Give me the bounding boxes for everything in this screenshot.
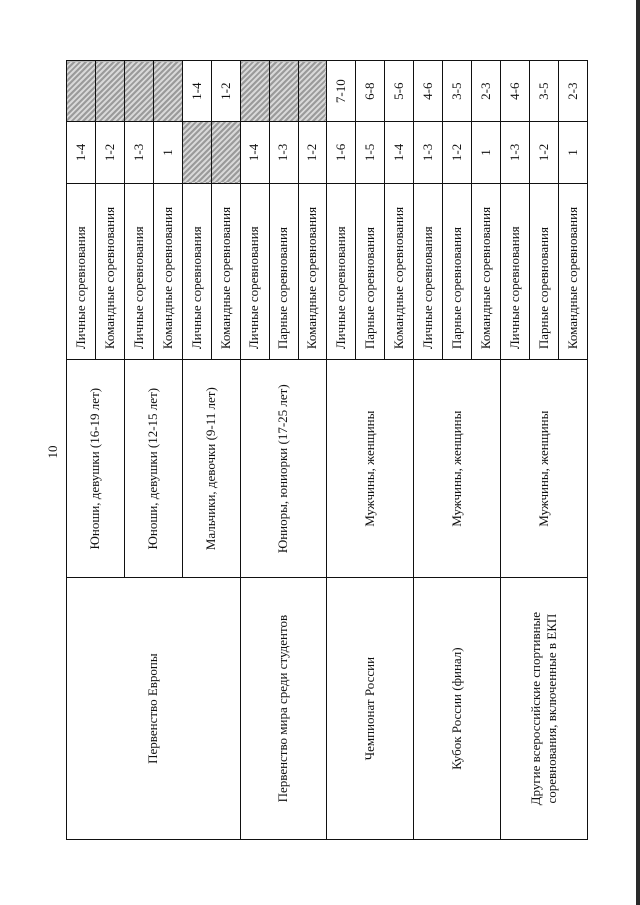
competition-cell: Первенство мира среди студентов	[240, 578, 327, 840]
place-range-cell: 3-5	[443, 61, 472, 122]
place-range-cell: 5-6	[385, 61, 414, 122]
place-range-cell: 4-6	[501, 61, 530, 122]
table-row	[240, 61, 269, 840]
age-group-cell: Мужчины, женщины	[327, 360, 414, 578]
place-range-cell: 1-4	[240, 122, 269, 183]
shaded-cell	[211, 122, 240, 183]
place-range-cell: 1	[558, 122, 587, 183]
place-range-cell: 6-8	[356, 61, 385, 122]
ranks-table	[66, 60, 588, 840]
place-range-cell: 1-6	[327, 122, 356, 183]
competition-type-cell: Парные соревнования	[443, 183, 472, 360]
place-range-cell: 2-3	[472, 61, 501, 122]
place-range-cell: 1	[472, 122, 501, 183]
shaded-cell	[124, 61, 153, 122]
shaded-cell	[240, 61, 269, 122]
age-group-cell: Юниоры, юниорки (17-25 лет)	[240, 360, 327, 578]
competition-cell: Чемпионат России	[327, 578, 414, 840]
competition-type-cell: Личные соревнования	[240, 183, 269, 360]
shaded-cell	[95, 61, 124, 122]
competition-type-cell: Личные соревнования	[124, 183, 153, 360]
competition-type-cell: Парные соревнования	[530, 183, 559, 360]
place-range-cell: 1-4	[385, 122, 414, 183]
age-group-cell: Юноши, девушки (16-19 лет)	[67, 360, 125, 578]
competition-type-cell: Командные соревнования	[153, 183, 182, 360]
age-group-cell: Мужчины, женщины	[414, 360, 501, 578]
place-range-cell: 1-2	[211, 61, 240, 122]
place-range-cell: 1-3	[501, 122, 530, 183]
table-row	[414, 61, 443, 840]
competition-cell: Первенство Европы	[67, 578, 241, 840]
age-group-cell: Мужчины, женщины	[501, 360, 588, 578]
competition-type-cell: Командные соревнования	[298, 183, 327, 360]
shaded-cell	[153, 61, 182, 122]
place-range-cell: 1-2	[298, 122, 327, 183]
place-range-cell: 1	[153, 122, 182, 183]
place-range-cell: 1-4	[67, 122, 96, 183]
place-range-cell: 1-3	[414, 122, 443, 183]
place-range-cell: 1-2	[443, 122, 472, 183]
competition-type-cell: Личные соревнования	[182, 183, 211, 360]
table-row	[327, 61, 356, 840]
place-range-cell: 7-10	[327, 61, 356, 122]
competition-type-cell: Личные соревнования	[414, 183, 443, 360]
age-group-cell: Мальчики, девочки (9-11 лет)	[182, 360, 240, 578]
place-range-cell: 2-3	[558, 61, 587, 122]
competition-type-cell: Командные соревнования	[558, 183, 587, 360]
competition-type-cell: Парные соревнования	[356, 183, 385, 360]
competition-type-cell: Командные соревнования	[211, 183, 240, 360]
competition-type-cell: Командные соревнования	[472, 183, 501, 360]
place-range-cell: 1-3	[269, 122, 298, 183]
shaded-cell	[182, 122, 211, 183]
place-range-cell: 1-3	[124, 122, 153, 183]
shaded-cell	[298, 61, 327, 122]
shaded-cell	[269, 61, 298, 122]
table-row	[67, 61, 96, 840]
scan-edge	[636, 0, 640, 905]
place-range-cell: 1-2	[95, 122, 124, 183]
place-range-cell: 1-5	[356, 122, 385, 183]
place-range-cell: 1-4	[182, 61, 211, 122]
place-range-cell: 1-2	[530, 122, 559, 183]
age-group-cell: Юноши, девушки (12-15 лет)	[124, 360, 182, 578]
table-row	[501, 61, 530, 840]
competition-cell: Другие всероссийские спортивные соревнования, включенные в ЕКП	[501, 578, 588, 840]
place-range-cell: 3-5	[530, 61, 559, 122]
competition-type-cell: Парные соревнования	[269, 183, 298, 360]
competition-type-cell: Личные соревнования	[67, 183, 96, 360]
shaded-cell	[67, 61, 96, 122]
competition-cell: Кубок России (финал)	[414, 578, 501, 840]
place-range-cell: 4-6	[414, 61, 443, 122]
competition-type-cell: Личные соревнования	[501, 183, 530, 360]
page-number: 10	[45, 445, 60, 459]
competition-type-cell: Командные соревнования	[95, 183, 124, 360]
competition-type-cell: Личные соревнования	[327, 183, 356, 360]
rotated-table-wrapper	[66, 60, 588, 840]
competition-type-cell: Командные соревнования	[385, 183, 414, 360]
